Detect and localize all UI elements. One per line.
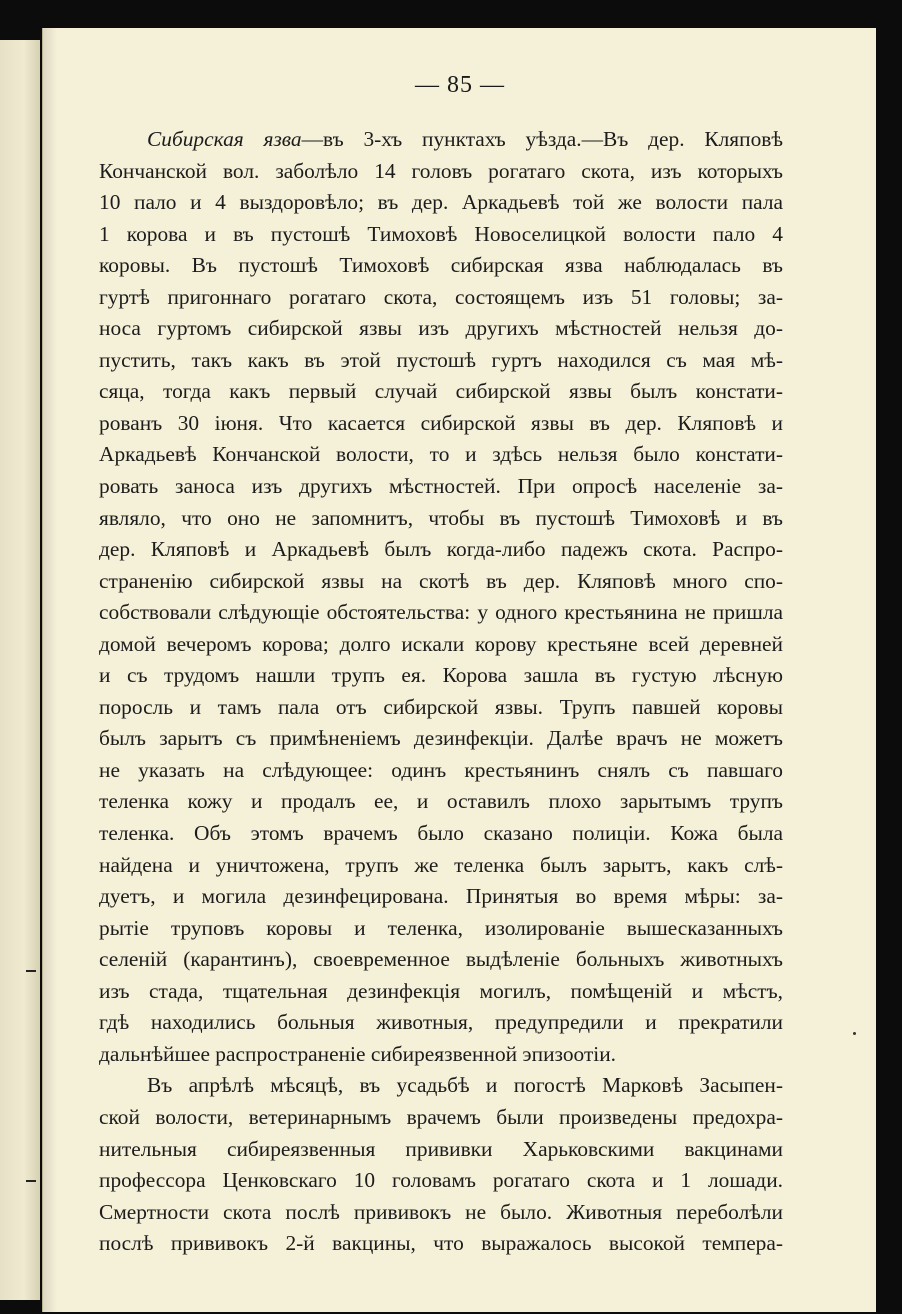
text-line: поросль и тамъ пала отъ сибирской язвы. Трупъ павшей коровы — [99, 694, 783, 719]
text-line: найдена и уничтожена, трупъ же теленка былъ зарытъ, какъ слѣ- — [99, 852, 783, 877]
scan-border — [876, 28, 902, 1314]
text-line: Кончанской вол. заболѣло 14 головъ рогатаго скота, изъ которыхъ — [99, 158, 783, 183]
margin-dot — [853, 1032, 856, 1035]
text-line: собствовали слѣдующіе обстоятельства: у одного крестьянина не пришла — [99, 600, 783, 625]
text-line: былъ зарытъ съ примѣненіемъ дезинфекціи. Далѣе врачъ не можетъ — [99, 726, 783, 751]
page-body — [99, 124, 783, 1260]
text-line: профессора Ценковскаго 10 головамъ рогатаго скота и 1 лошади. — [99, 1168, 783, 1193]
text-line: не указать на слѣдующее: одинъ крестьянинъ снялъ съ павшаго — [99, 757, 783, 782]
text-line: теленка. Объ этомъ врачемъ было сказано полиціи. Кожа была — [99, 821, 783, 846]
text-line: дуетъ, и могила дезинфецирована. Принятыя во время мѣры: за- — [99, 884, 783, 909]
text-line: рованъ 30 іюня. Что касается сибирской язвы въ дер. Кляповѣ и — [99, 410, 783, 435]
text-line-content: —въ 3-хъ пунктахъ уѣзда.—Въ дер. Кляповѣ — [301, 127, 783, 151]
text-line: гдѣ находились больныя животныя, предупредили и прекратили — [99, 1010, 783, 1035]
text-line: домой вечеромъ корова; долго искали корову крестьяне всей деревней — [99, 631, 783, 656]
text-line: носа гуртомъ сибирской язвы изъ другихъ мѣстностей нельзя до- — [99, 316, 783, 341]
text-line: ской волости, ветеринарнымъ врачемъ были произведены предохра- — [99, 1104, 783, 1129]
text-line: Въ апрѣлѣ мѣсяцѣ, въ усадьбѣ и погостѣ Марковѣ Засыпен- — [147, 1073, 783, 1098]
text-line: дальнѣйшее распространеніе сибиреязвенной эпизоотіи. — [99, 1041, 617, 1066]
page-number: — 85 — — [415, 72, 505, 98]
text-line: сяца, тогда какъ первый случай сибирской язвы былъ констати- — [99, 379, 783, 404]
text-line: теленка кожу и продалъ ее, и оставилъ плохо зарытымъ трупъ — [99, 789, 783, 814]
text-line: рытіе труповъ коровы и теленка, изолированіе вышесказанныхъ — [99, 915, 783, 940]
text-line: Аркадьевѣ Кончанской волости, то и здѣсь нельзя было констати- — [99, 442, 783, 467]
margin-mark — [26, 970, 36, 972]
text-line — [99, 124, 783, 156]
paragraph-2 — [99, 1070, 783, 1259]
text-line: селеній (карантинъ), своевременное выдѣленіе больныхъ животныхъ — [99, 947, 783, 972]
italic-heading: Сибирская язва — [147, 127, 302, 151]
text-line: и съ трудомъ нашли трупъ ея. Корова зашла въ густую лѣсную — [99, 663, 783, 688]
text-line: дер. Кляповѣ и Аркадьевѣ былъ когда-либо падежъ скота. Распро- — [99, 537, 783, 562]
text-line: пустить, такъ какъ въ этой пустошѣ гуртъ находился съ мая мѣ- — [99, 347, 783, 372]
text-line: послѣ прививокъ 2-й вакцины, что выражалось высокой темпера- — [99, 1231, 783, 1256]
text-line: страненію сибирской язвы на скотѣ въ дер. Кляповѣ много спо- — [99, 568, 783, 593]
text-line: 10 пало и 4 выздоровѣло; въ дер. Аркадьевѣ той же волости пала — [99, 190, 783, 215]
text-line: ровать заноса изъ другихъ мѣстностей. При опросѣ населеніе за- — [99, 474, 783, 499]
paragraph-1 — [99, 124, 783, 1070]
text-line: гуртѣ пригоннаго рогатаго скота, состоящемъ изъ 51 головы; за- — [99, 284, 783, 309]
previous-page-edge — [0, 40, 40, 1300]
text-line: 1 корова и въ пустошѣ Тимоховѣ Новоселицкой волости пало 4 — [99, 221, 783, 246]
text-line: являло, что оно не запомнитъ, чтобы въ пустошѣ Тимоховѣ и въ — [99, 505, 783, 530]
text-line: коровы. Въ пустошѣ Тимоховѣ сибирская язва наблюдалась въ — [99, 253, 783, 278]
text-line: нительныя сибиреязвенныя прививки Харьковскими вакцинами — [99, 1136, 783, 1161]
margin-mark — [26, 1180, 36, 1182]
text-line: изъ стада, тщательная дезинфекція могилъ, помѣщеній и мѣстъ, — [99, 978, 783, 1003]
book-page — [42, 28, 877, 1312]
text-line: Смертности скота послѣ прививокъ не было. Животныя переболѣли — [99, 1199, 783, 1224]
